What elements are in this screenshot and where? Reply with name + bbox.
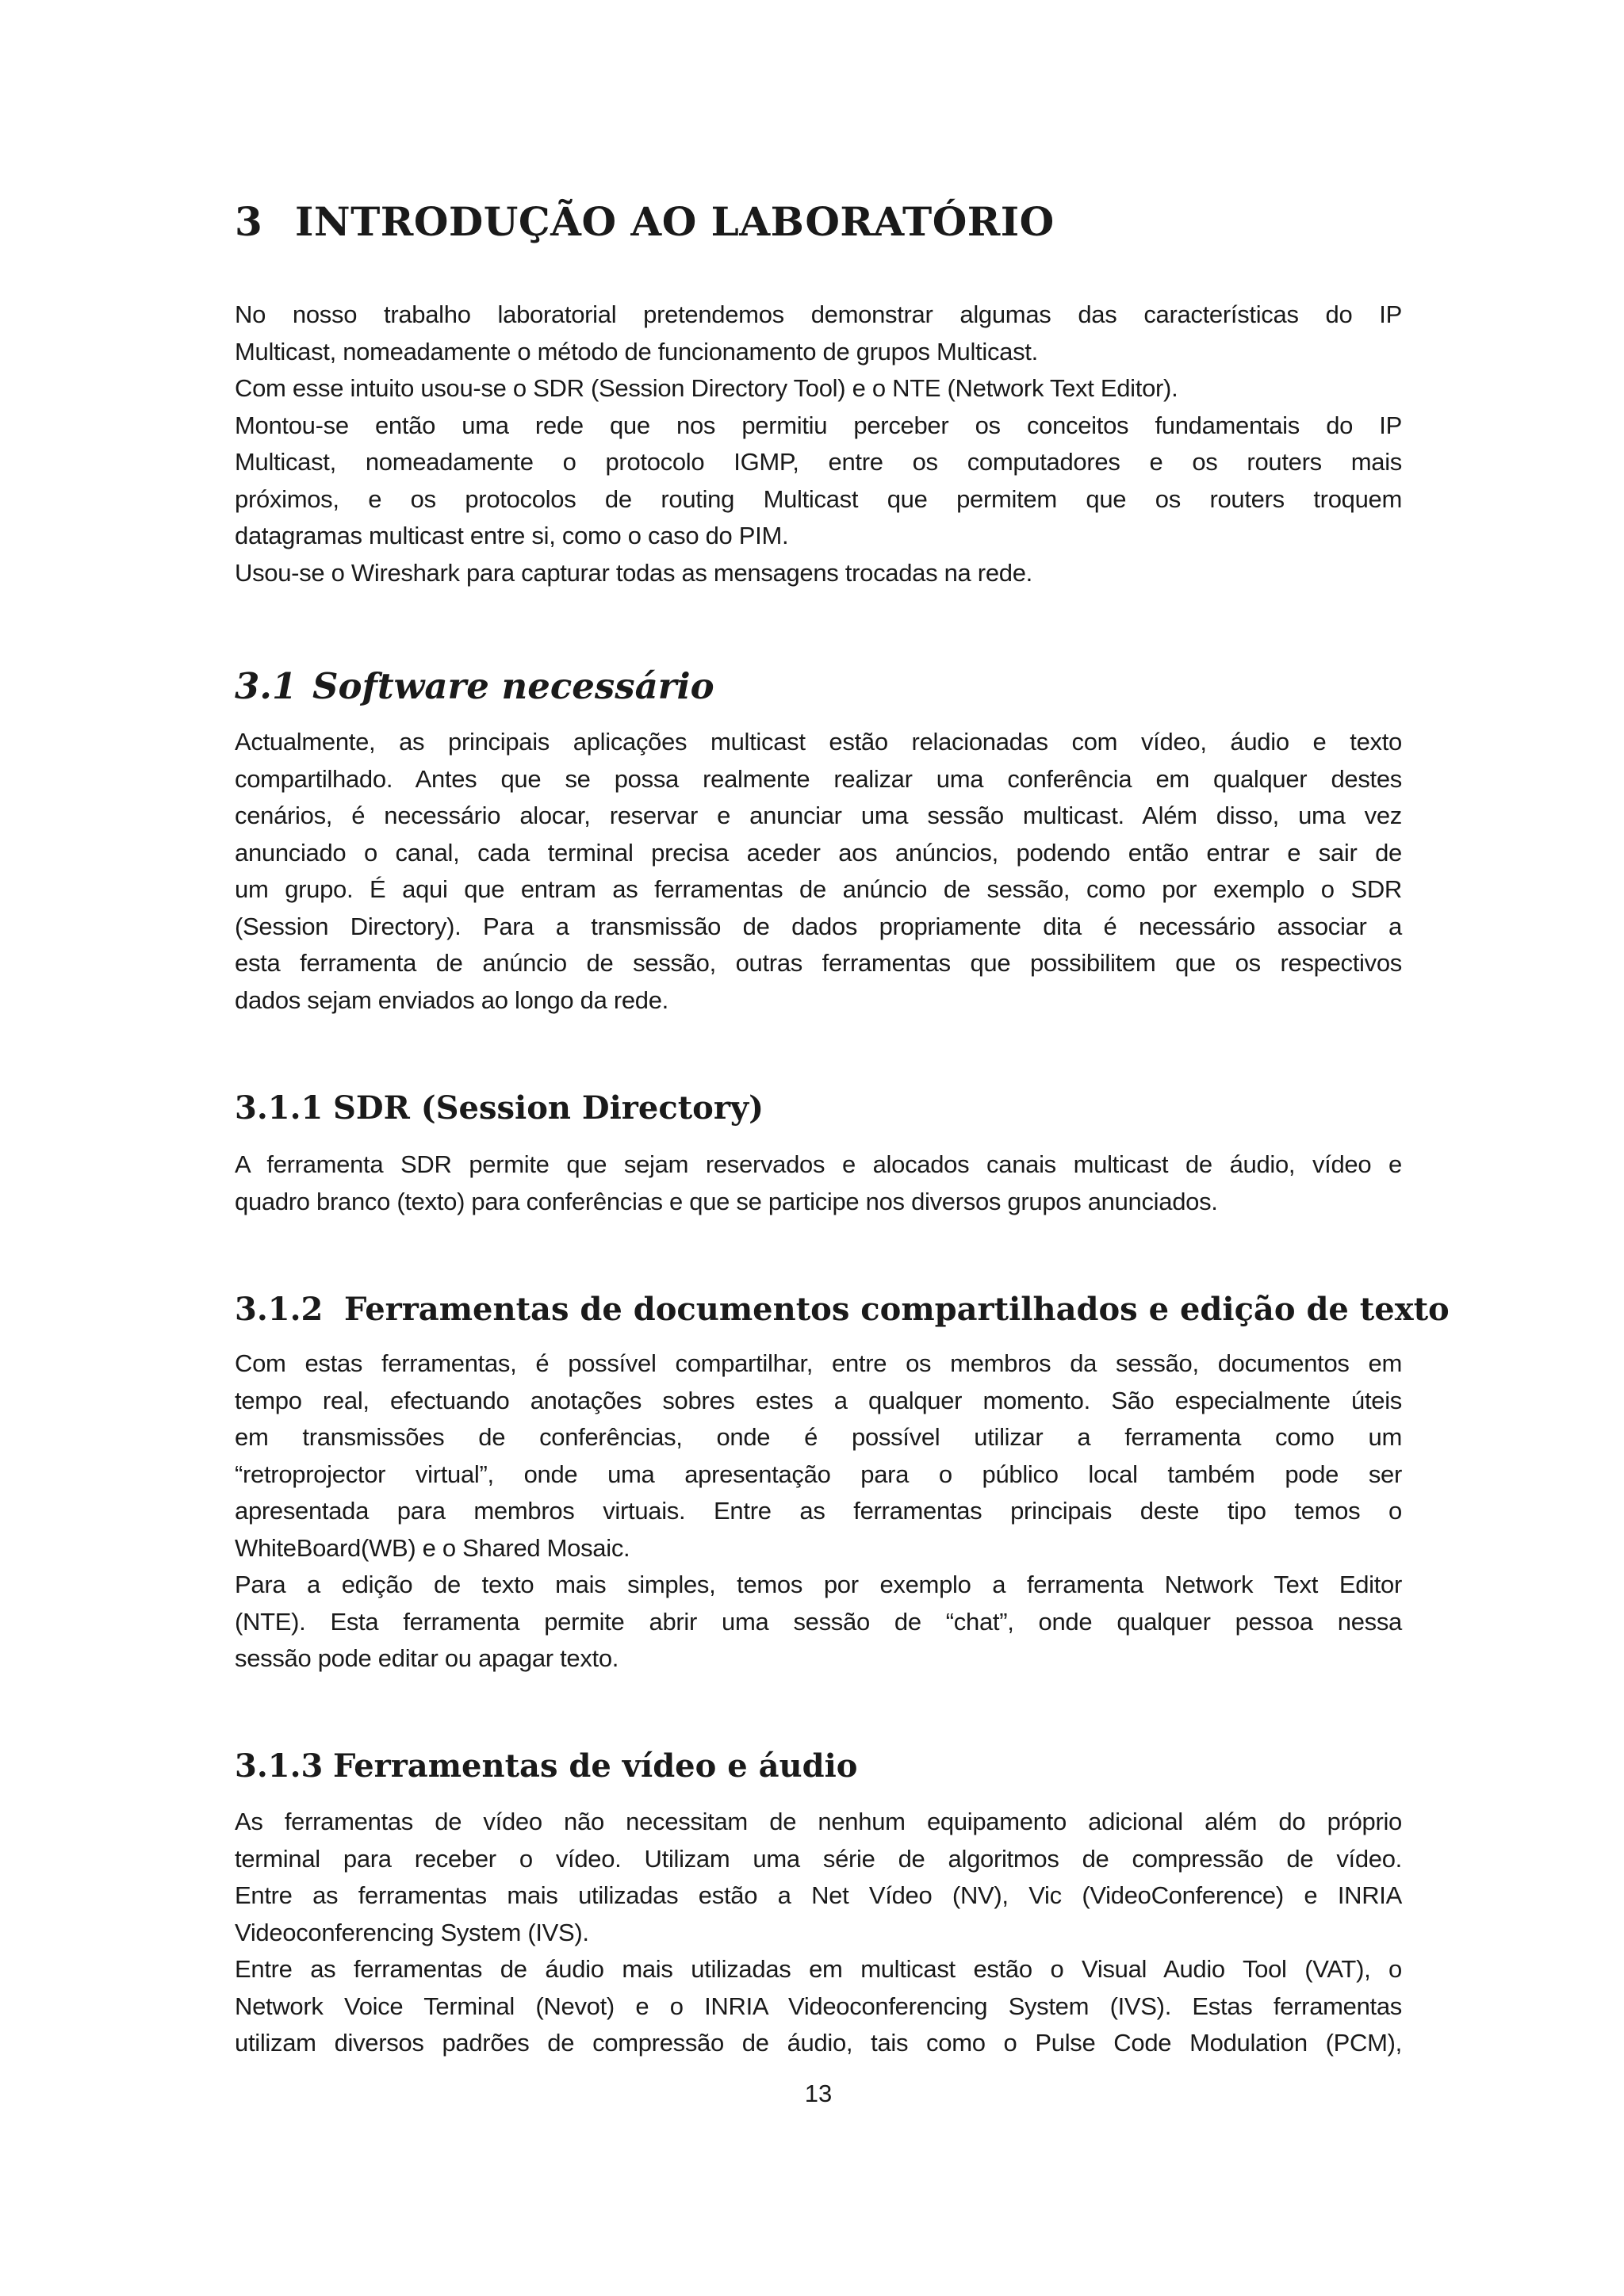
paragraph-line: um grupo. É aqui que entram as ferramentas de anúncio de sessão, como por exemplo o SDR [235, 875, 1402, 903]
paragraph-line: Entre as ferramentas mais utilizadas estão a Net Vídeo (NV), Vic (VideoConference) e INRIA [235, 1881, 1402, 1909]
section-title: Ferramentas de documentos compartilhados e edição de texto [344, 1291, 1450, 1328]
paragraph-line: Montou-se então uma rede que nos permitiu perceber os conceitos fundamentais do IP [235, 411, 1402, 439]
chapter-number: 3 [235, 198, 263, 245]
chapter-title: INTRODUÇÃO AO LABORATÓRIO [295, 198, 1055, 245]
paragraph-line: sessão pode editar ou apagar texto. [235, 1644, 619, 1672]
paragraph-line: tempo real, efectuando anotações sobres estes a qualquer momento. São especialmente úteis [235, 1386, 1402, 1414]
paragraph-line: Com estas ferramentas, é possível compartilhar, entre os membros da sessão, documentos em [235, 1349, 1402, 1377]
paragraph-line: “retroprojector virtual”, onde uma apresentação para o público local também pode ser [235, 1460, 1402, 1488]
paragraph-line: dados sejam enviados ao longo da rede. [235, 985, 668, 1014]
section-heading-3-1-1 [235, 1086, 764, 1131]
section-heading-3-1 [235, 663, 714, 710]
paragraph-line: As ferramentas de vídeo não necessitam de nenhum equipamento adicional além do próprio [235, 1808, 1402, 1835]
section-heading-3-1-3 [235, 1744, 857, 1789]
paragraph-line: compartilhado. Antes que se possa realmente realizar uma conferência em qualquer destes [235, 764, 1402, 793]
paragraph-line: Network Voice Terminal (Nevot) e o INRIA Videoconferencing System (IVS). Estas ferramentas [235, 1992, 1402, 2020]
paragraph-line: No nosso trabalho laboratorial pretendemos demonstrar algumas das características do IP [235, 300, 1402, 328]
paragraph-line: Para a edição de texto mais simples, temos por exemplo a ferramenta Network Text Editor [235, 1571, 1402, 1598]
paragraph-line: (Session Directory). Para a transmissão de dados propriamente dita é necessário associar a [235, 912, 1402, 940]
section-3-1-3-text [235, 1804, 1402, 2062]
paragraph-line: Actualmente, as principais aplicações multicast estão relacionadas com vídeo, áudio e texto [235, 728, 1402, 756]
paragraph-line: cenários, é necessário alocar, reservar e anunciar uma sessão multicast. Além disso, uma vez [235, 802, 1402, 829]
paragraph-line: datagramas multicast entre si, como o caso do PIM. [235, 522, 789, 549]
paragraph-line: A ferramenta SDR permite que sejam reservados e alocados canais multicast de áudio, vídeo e [235, 1150, 1402, 1178]
section-title: Software necessário [312, 665, 714, 707]
paragraph-line: utilizam diversos padrões de compressão de áudio, tais como o Pulse Code Modulation (PCM), [235, 2029, 1402, 2057]
section-number: 3.1.3 [235, 1747, 324, 1785]
paragraph-line: (NTE). Esta ferramenta permite abrir uma sessão de “chat”, onde qualquer pessoa nessa [235, 1607, 1402, 1636]
paragraph-line: apresentada para membros virtuais. Entre as ferramentas principais deste tipo temos o [235, 1497, 1402, 1525]
paragraph-line: WhiteBoard(WB) e o Shared Mosaic. [235, 1533, 630, 1562]
paragraph-line: anunciado o canal, cada terminal precisa aceder aos anúncios, podendo então entrar e sair de [235, 838, 1402, 867]
paragraph-line: próximos, e os protocolos de routing Multicast que permitem que os routers troquem [235, 484, 1402, 513]
section-title: Ferramentas de vídeo e áudio [333, 1747, 858, 1785]
paragraph-line: Usou-se o Wireshark para capturar todas as mensagens trocadas na rede. [235, 558, 1032, 587]
section-number: 3.1.1 [235, 1089, 324, 1127]
paragraph-line: em transmissões de conferências, onde é possível utilizar a ferramenta como um [235, 1423, 1402, 1451]
section-number: 3.1.2 [235, 1291, 324, 1328]
section-3-1-text [235, 724, 1402, 1019]
paragraph-line: Multicast, nomeadamente o método de funcionamento de grupos Multicast. [235, 337, 1038, 365]
paragraph-line: Multicast, nomeadamente o protocolo IGMP, entre os computadores e os routers mais [235, 448, 1402, 476]
paragraph-line: Com esse intuito usou-se o SDR (Session Directory Tool) e o NTE (Network Text Editor). [235, 374, 1178, 402]
paragraph-line: quadro branco (texto) para conferências e que se participe nos diversos grupos anunciados. [235, 1187, 1218, 1215]
section-3-1-1-text [235, 1146, 1402, 1220]
section-number: 3.1 [235, 665, 297, 707]
chapter-intro-text [235, 297, 1402, 591]
section-heading-3-1-2 [235, 1288, 1450, 1332]
section-title: SDR (Session Directory) [333, 1089, 764, 1127]
paragraph-line: Videoconferencing System (IVS). [235, 1918, 589, 1946]
paragraph-line: terminal para receber o vídeo. Utilizam uma série de algoritmos de compressão de vídeo. [235, 1844, 1402, 1873]
paragraph-line: Entre as ferramentas de áudio mais utilizadas em multicast estão o Visual Audio Tool (VAT), o [235, 1955, 1402, 1983]
paragraph-line: esta ferramenta de anúncio de sessão, outras ferramentas que possibilitem que os respectivos [235, 949, 1402, 977]
page-number: 13 [804, 2080, 833, 2107]
chapter-heading [235, 197, 1055, 247]
section-3-1-2-text [235, 1345, 1402, 1678]
